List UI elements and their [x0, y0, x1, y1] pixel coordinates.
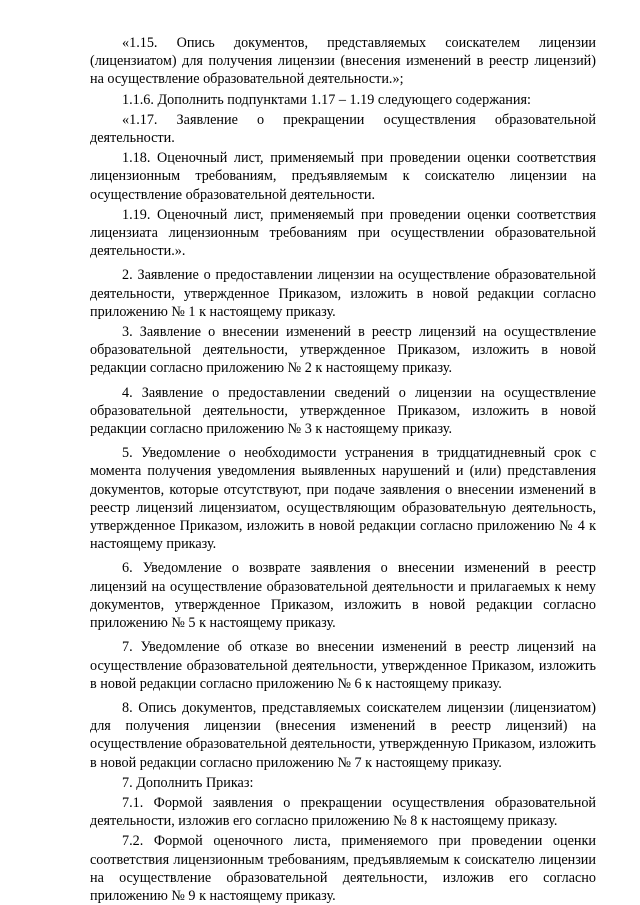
paragraph-3: 3. Заявление о внесении изменений в реестр лицензий на осуществление образовательной деятельности, утвержденное Приказом, изложить в новой редакции согласно приложению № 2 к настоящему приказу.: [90, 324, 596, 377]
paragraph-1-15: «1.15. Опись документов, представляемых соискателем лицензии (лицензиатом) для получения лицензии (внесения изменений в реестр лицензий) на осуществление образовательной деятельности.»;: [90, 35, 596, 88]
paragraph-2: 2. Заявление о предоставлении лицензии на осуществление образовательной деятельности, утвержденное Приказом, изложить в новой редакции согласно приложению № 1 к настоящему приказу.: [90, 267, 596, 320]
paragraph-1-18: 1.18. Оценочный лист, применяемый при проведении оценки соответствия лицензионным требованиям, предъявляемым к соискателю лицензии на осуществление образовательной деятельности.: [90, 150, 596, 203]
paragraph-1-1-6: 1.1.6. Дополнить подпунктами 1.17 – 1.19 следующего содержания:: [122, 91, 531, 108]
paragraph-7: 7. Уведомление об отказе во внесении изменений в реестр лицензий на осуществление образовательной деятельности, утвержденное Приказом, изложить в новой редакции согласно приложению № 6 к настоящему приказу.: [90, 639, 596, 692]
document-page: [90, 34, 596, 905]
paragraph-7-2: 7.2. Формой оценочного листа, применяемого при проведении оценки соответствия лицензионным требованиям, предъявляемым к соискателю лицензии на осуществление образовательной деятельности, изложив его согласно приложению № 9 к настоящему приказу.: [90, 833, 596, 904]
paragraph-1-19: 1.19. Оценочный лист, применяемый при проведении оценки соответствия лицензиата лицензионным требованиям при осуществлении образовательной деятельности.».: [90, 206, 596, 260]
paragraph-4: 4. Заявление о предоставлении сведений о лицензии на осуществление образовательной деятельности, утвержденное Приказом, изложить в новой редакции согласно приложению № 3 к настоящему приказу.: [90, 384, 596, 438]
paragraph-7-amend: 7. Дополнить Приказ:: [122, 774, 254, 791]
paragraph-5: 5. Уведомление о необходимости устранения в тридцатидневный срок с момента получения уведомления выявленных нарушений и (или) представления документов, которые отсутствуют, при подаче заявления о внесении изменений в реестр лицензий лицензиатом, осуществляющим образовательную деятельность, утвержденное Приказом, изложить в новой редакции согласно приложению № 4 к настоящему приказу.: [90, 445, 596, 553]
paragraph-7-1: 7.1. Формой заявления о прекращении осуществления образовательной деятельности, изложив его согласно приложению № 8 к настоящему приказу.: [90, 794, 596, 830]
paragraph-1-17: «1.17. Заявление о прекращении осуществления образовательной деятельности.: [90, 111, 596, 147]
paragraph-6: 6. Уведомление о возврате заявления о внесении изменений в реестр лицензий на осуществление образовательной деятельности и прилагаемых к нему документов, утвержденное Приказом, изложить в новой редакции согласно приложению № 5 к настоящему приказу.: [90, 560, 596, 632]
paragraph-8: 8. Опись документов, представляемых соискателем лицензии (лицензиатом) для получения лицензии (внесения изменений в реестр лицензий) на осуществление образовательной деятельности, утвержденную Приказом, изложить в новой редакции согласно приложению № 7 к настоящему приказу.: [90, 699, 596, 771]
